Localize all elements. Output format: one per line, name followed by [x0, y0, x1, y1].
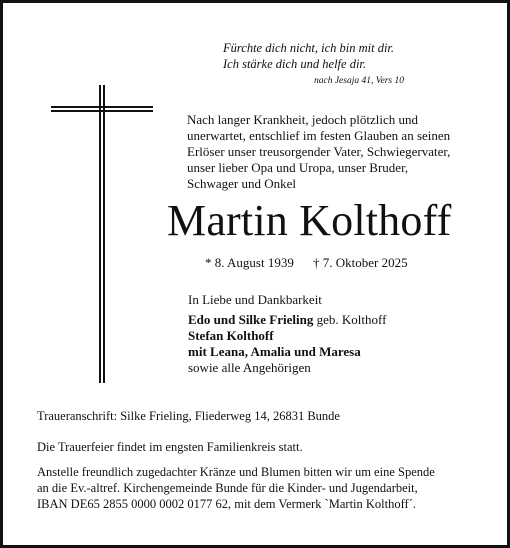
- donation-note: [37, 464, 435, 512]
- deceased-name: Martin Kolthoff: [167, 196, 452, 245]
- mourner-line-4: sowie alle Angehörigen: [188, 360, 311, 375]
- mourner-line-3: mit Leana, Amalia und Maresa: [188, 344, 361, 359]
- intro-line: Nach langer Krankheit, jedoch plötzlich und: [187, 112, 419, 127]
- intro-line: unerwartet, entschlief im festen Glauben an seinen: [187, 128, 451, 143]
- cross-vertical-line-1: [99, 85, 101, 383]
- intro-line: Erlöser unser treusorgender Vater, Schwiegervater,: [187, 144, 451, 159]
- donation-line: an die Ev.-altref. Kirchengemeinde Bunde für die Kinder- und Jugendarbeit,: [37, 481, 418, 495]
- mourner-line-1: [188, 312, 386, 328]
- ceremony-note: Die Trauerfeier findet im engsten Familienkreis statt.: [37, 440, 303, 454]
- mourner-names: Edo und Silke Frieling: [188, 312, 314, 327]
- cross-vertical-line-2: [103, 85, 105, 383]
- mourner-maiden-name: geb. Kolthoff: [313, 312, 387, 327]
- quote-line-1: Fürchte dich nicht, ich bin mit dir.: [223, 41, 395, 55]
- funeral-address: Traueranschrift: Silke Frieling, Fliederweg 14, 26831 Bunde: [37, 409, 340, 423]
- birth-date: * 8. August 1939: [205, 255, 294, 270]
- intro-text: [187, 112, 450, 192]
- intro-line: Schwager und Onkel: [187, 176, 297, 191]
- cross-horizontal-line-1: [51, 106, 153, 108]
- quote-source: nach Jesaja 41, Vers 10: [314, 76, 404, 86]
- donation-line: Anstelle freundlich zugedachter Kränze und Blumen bitten wir um eine Spende: [37, 465, 435, 479]
- intro-line: unser lieber Opa und Uropa, unser Bruder,: [187, 160, 409, 175]
- mourners-list: [188, 312, 386, 376]
- cross-horizontal-line-2: [51, 110, 153, 112]
- quote-line-2: Ich stärke dich und helfe dir.: [223, 57, 367, 71]
- mourner-line-2: Stefan Kolthoff: [188, 328, 274, 343]
- donation-line: IBAN DE65 2855 0000 0002 0177 62, mit dem Vermerk `Martin Kolthoff´.: [37, 497, 417, 511]
- mourners-intro: In Liebe und Dankbarkeit: [188, 292, 322, 307]
- death-date: † 7. Oktober 2025: [313, 255, 408, 270]
